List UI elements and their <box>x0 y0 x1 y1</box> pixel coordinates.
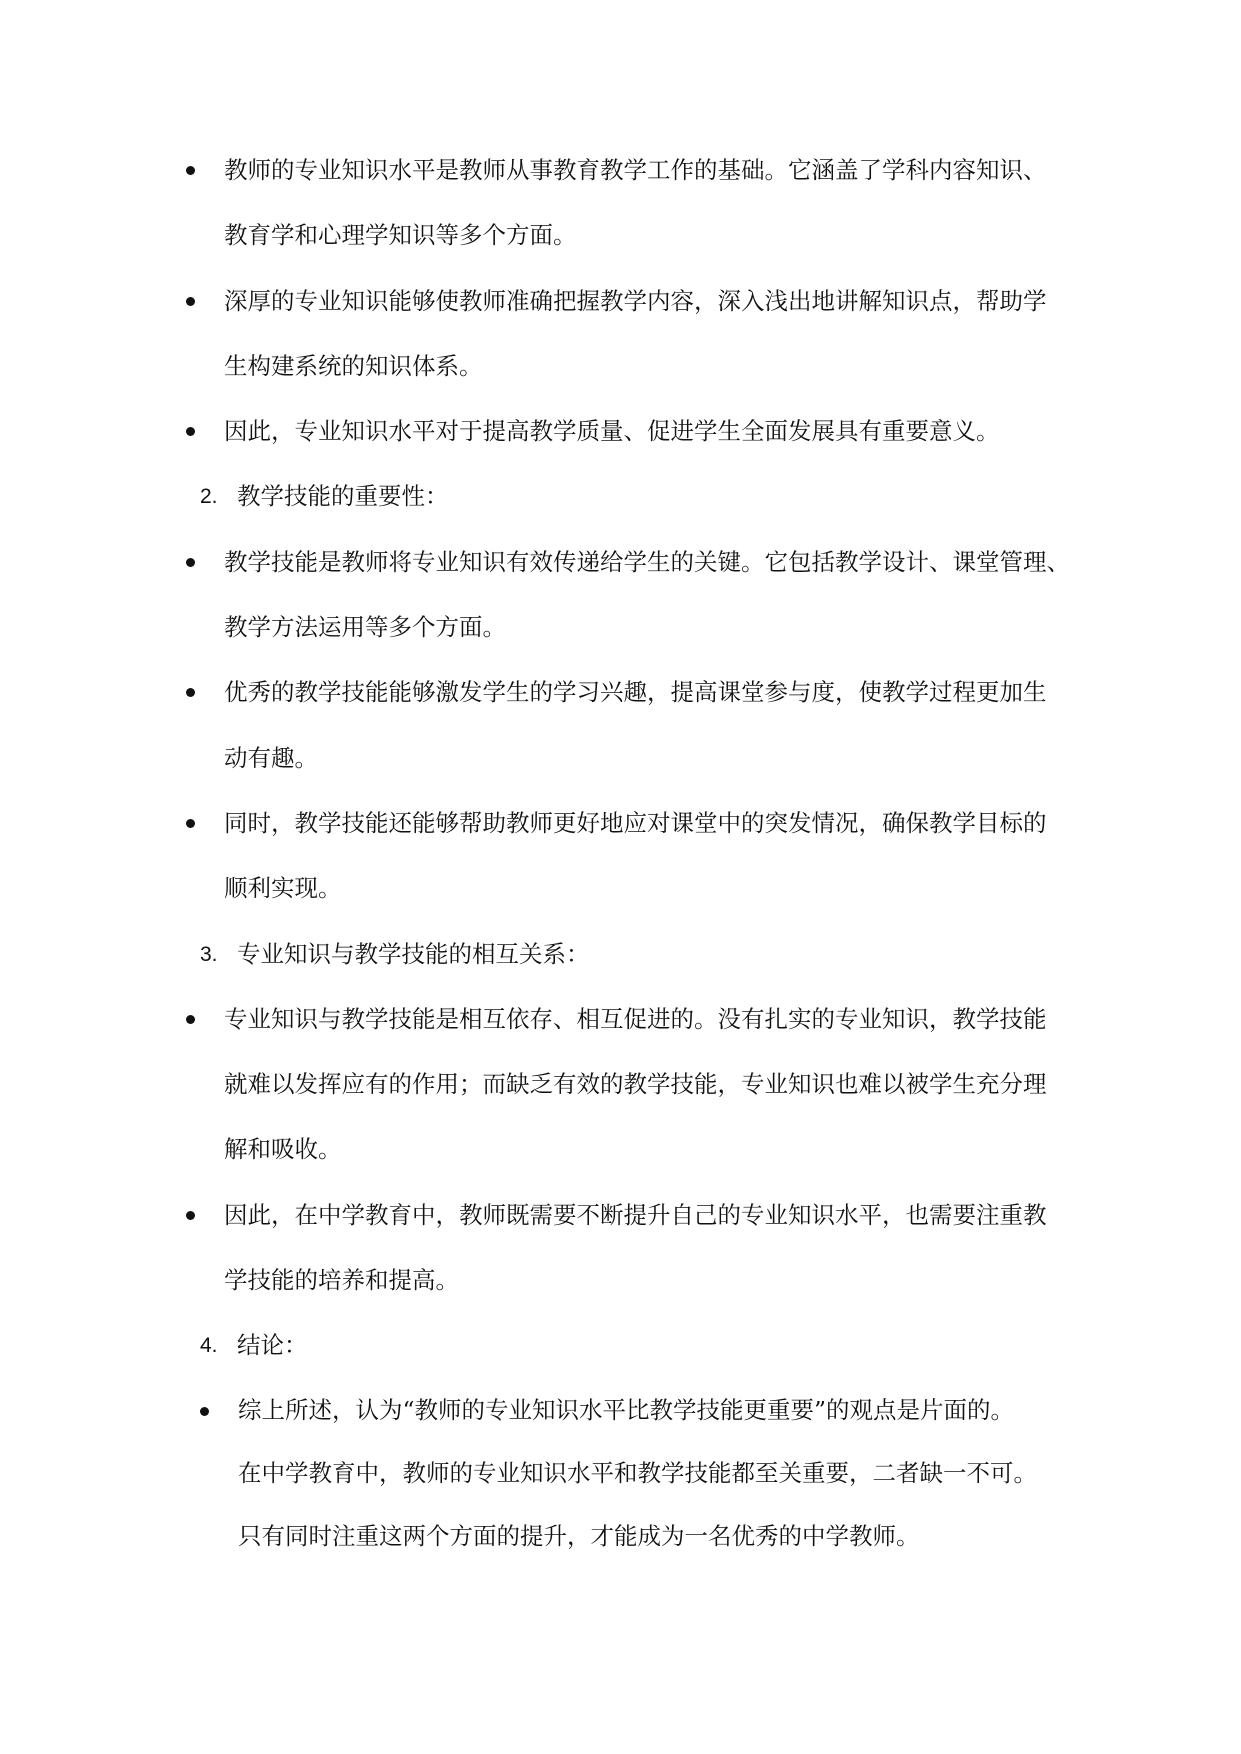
list-item-continuation <box>186 1505 1106 1568</box>
list-item <box>186 138 1106 203</box>
list-item-text: 同时，教学技能还能够帮助教师更好地应对课堂中的突发情况，确保教学目标的 <box>224 808 1047 837</box>
list-item <box>186 269 1106 334</box>
list-item <box>186 791 1106 856</box>
list-item <box>186 1183 1106 1248</box>
bullet-icon <box>200 1407 209 1416</box>
bullet-icon <box>186 166 195 175</box>
section-number: 2. <box>200 485 218 509</box>
list-item-text: 因此，在中学教育中，教师既需要不断提升自己的专业知识水平，也需要注重教 <box>224 1200 1047 1229</box>
list-item-text: 在中学教育中，教师的专业知识水平和教学技能都至关重要，二者缺一不可。 <box>238 1458 1037 1487</box>
document-body <box>186 138 1106 1568</box>
list-item-continuation <box>186 203 1106 268</box>
list-item-continuation <box>186 595 1106 660</box>
list-item-text: 综上所述，认为“教师的专业知识水平比教学技能更重要”的观点是片面的。 <box>238 1395 1015 1424</box>
list-item-text: 教学方法运用等多个方面。 <box>224 613 506 642</box>
section-heading <box>186 1313 1106 1378</box>
list-item-text: 顺利实现。 <box>224 874 342 903</box>
section-number: 4. <box>200 1334 218 1358</box>
list-item <box>186 399 1106 464</box>
list-item-text: 因此，专业知识水平对于提高教学质量、促进学生全面发展具有重要意义。 <box>224 417 1000 446</box>
list-item-continuation <box>186 1442 1106 1505</box>
section-heading <box>186 464 1106 529</box>
list-item-text: 学技能的培养和提高。 <box>224 1266 459 1295</box>
list-item-text: 只有同时注重这两个方面的提升，才能成为一名优秀的中学教师。 <box>238 1521 920 1550</box>
list-item <box>186 660 1106 725</box>
list-item-text: 教育学和心理学知识等多个方面。 <box>224 221 577 250</box>
list-item <box>186 1379 1106 1442</box>
bullet-icon <box>186 427 195 436</box>
list-item-text: 就难以发挥应有的作用；而缺乏有效的教学技能，专业知识也难以被学生充分理 <box>224 1070 1047 1099</box>
list-item-text: 教学技能是教师将专业知识有效传递给学生的关键。它包括教学设计、课堂管理、 <box>224 547 1070 576</box>
section-title: 结论： <box>237 1331 308 1360</box>
list-item-text: 动有趣。 <box>224 743 318 772</box>
list-item-continuation <box>186 1117 1106 1182</box>
bullet-icon <box>186 819 195 828</box>
list-item-continuation <box>186 1052 1106 1117</box>
list-item-continuation <box>186 334 1106 399</box>
list-item-text: 解和吸收。 <box>224 1135 342 1164</box>
list-item-text: 专业知识与教学技能是相互依存、相互促进的。没有扎实的专业知识，教学技能 <box>224 1004 1047 1033</box>
bullet-icon <box>186 558 195 567</box>
bullet-icon <box>186 1015 195 1024</box>
list-item <box>186 987 1106 1052</box>
section-title: 教学技能的重要性： <box>237 482 449 511</box>
list-item-text: 生构建系统的知识体系。 <box>224 351 483 380</box>
list-item-text: 深厚的专业知识能够使教师准确把握教学内容，深入浅出地讲解知识点，帮助学 <box>224 286 1047 315</box>
list-item-continuation <box>186 1248 1106 1313</box>
section-number: 3. <box>200 942 218 966</box>
section-title: 专业知识与教学技能的相互关系： <box>237 939 590 968</box>
list-item <box>186 530 1106 595</box>
bullet-icon <box>186 1211 195 1220</box>
list-item-continuation <box>186 726 1106 791</box>
bullet-icon <box>186 688 195 697</box>
bullet-icon <box>186 297 195 306</box>
list-item-text: 优秀的教学技能能够激发学生的学习兴趣，提高课堂参与度，使教学过程更加生 <box>224 678 1047 707</box>
section-heading <box>186 922 1106 987</box>
list-item-continuation <box>186 856 1106 921</box>
list-item-text: 教师的专业知识水平是教师从事教育教学工作的基础。它涵盖了学科内容知识、 <box>224 156 1047 184</box>
